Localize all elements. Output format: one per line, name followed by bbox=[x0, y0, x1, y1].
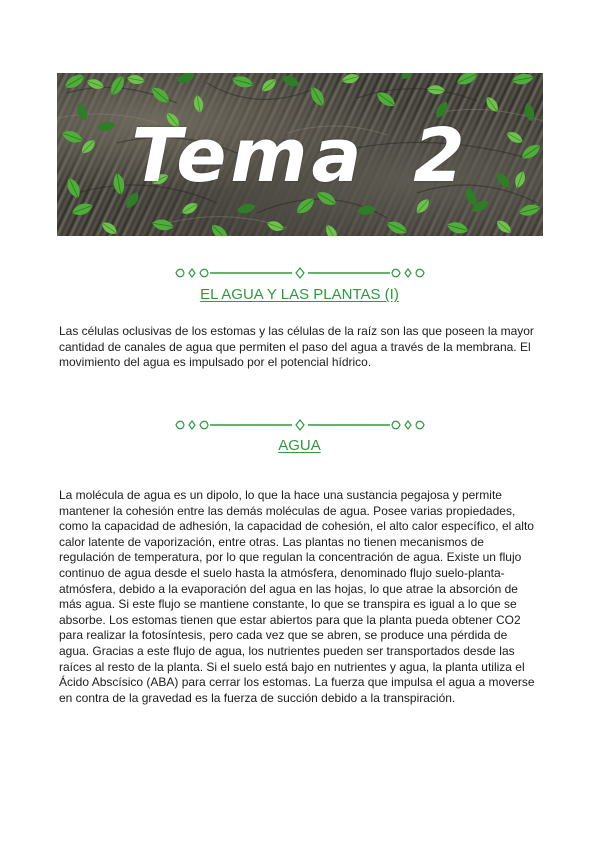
paragraph-agua: La molécula de agua es un dipolo, lo que la hace una sustancia pegajosa y permite mantener la cohesión entre las demás moléculas de agua. Posee varias propiedades, como la capacidad de adhesión, la capacidad de cohesión, el alto calor específico, el alto calor latente de vaporización, entre otras. Las plantas no tienen mecanismos de regulación de temperatura, por lo que regulan la concentración de agua. Existe un flujo continuo de agua desde el suelo hasta la atmósfera, denominado flujo suelo-planta-atmósfera, debido a la evaporación del agua en las hojas, lo que atrae la absorción de más agua. Si este flujo se mantiene constante, lo que se transpira es igual a lo que se absorbe. Los estomas tienen que estar abiertos para que la planta pueda obtener CO2 para realizar la fotosíntesis, pero cada vez que se abren, se produce una pérdida de agua. Gracias a este flujo de agua, los nutrientes pueden ser transportados desde las raíces al resto de la planta. Si el suelo está bajo en nutrientes y agua, la planta utiliza el Ácido Abscísico (ABA) para cerrar los estomas. La fuerza que impulsa el agua a moverse en contra de la gravedad es la fuerza de succión debido a la transpiración. bbox=[59, 488, 535, 705]
paragraph-intro: Las células oclusivas de los estomas y las células de la raíz son las que poseen la mayor cantidad de canales de agua que permiten el paso del agua a través de la membrana. El movimiento del agua es impulsado por el potencial hídrico. bbox=[59, 324, 534, 370]
flourish-divider-icon bbox=[174, 418, 426, 432]
banner-title: Tema 2 bbox=[131, 113, 469, 199]
section-heading-agua: AGUA bbox=[278, 437, 321, 454]
header-banner bbox=[57, 73, 543, 236]
flourish-divider-icon bbox=[174, 266, 426, 280]
section-heading-agua-plantas: EL AGUA Y LAS PLANTAS (I) bbox=[200, 286, 399, 303]
